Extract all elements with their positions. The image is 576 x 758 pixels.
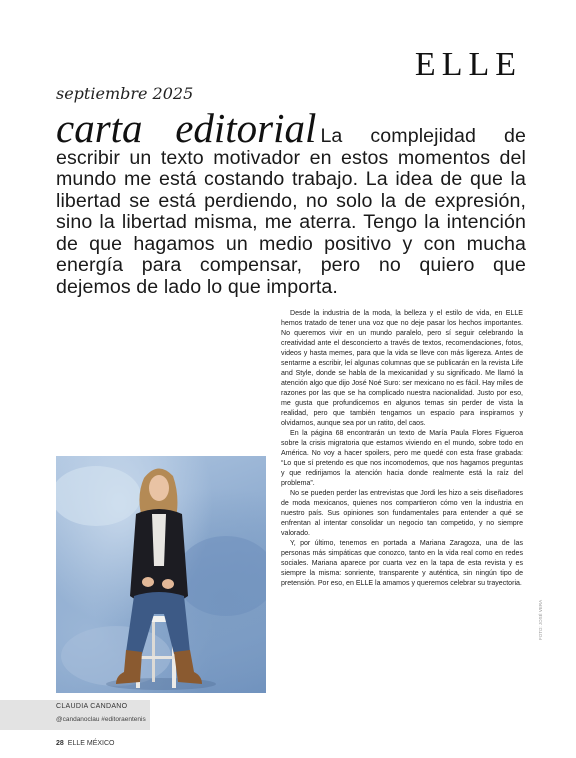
publication-name: ELLE MÉXICO — [67, 740, 115, 747]
page-number: 28 — [56, 740, 64, 747]
caption-social-handle: @candanoclau #editoraentenis — [56, 716, 146, 723]
photo-credit: FOTO: JOSÉ VERA — [538, 599, 543, 640]
page-folio — [56, 740, 114, 747]
portrait-illustration — [56, 456, 266, 693]
body-paragraph: En la página 68 encontrarán un texto de María Paula Flores Figueroa sobre la crisis migratoria que estamos viviendo en el mundo, sobre todo en América. No voy a hacer spoilers, pero me quedé con esta frase grabada: “Lo que sí pretendo es que nos incomodemos, que nos hagamos preguntas y que redirijamos la atención hacia donde realmente está la raíz del problema”. — [281, 429, 523, 487]
body-paragraph: Y, por último, tenemos en portada a Mariana Zaragoza, una de las personas más simpáticas que conozco, tanto en la vida real como en redes sociales. Mariana aparece por cuarta vez en la tapa de esta revista y es siempre la misma: sonriente, transparente y auténtica, sin ningún tipo de pretensión. Por eso, en ELLE la amamos y queremos celebrar su trayectoria. — [281, 539, 523, 587]
body-paragraph: Desde la industria de la moda, la belleza y el estilo de vida, en ELLE hemos tratado de tener una voz que no deje pasar los hechos importantes. No queremos vivir en un mundo paralelo, pero sí seguir celebrando la creatividad ante el desconcierto a través de textos, recomendaciones, fotos, videos y hasta memes, para que la vida se lleve con más ligereza. Antes de sentarme a escribir, leí algunas columnas que se publicarán en la revista Life and Style, donde se habla de la mexicanidad y su significado. Me llamó la atención algo que dijo José Noé Suro: ser mexicano no es fácil. Hay miles de razones por las que se ha complicado nuestra nacionalidad. Justo por eso, me gusta que profundicemos en algunos temas sin perder de vista la realidad, pero que también tengamos un espacio para inspirarnos y olvidarnos, aunque sea por un ratito, del caos. — [281, 310, 523, 427]
headline-intro: La complejidad de escribir un texto motivador en estos momentos del mundo me está costando trabajo. La idea de que la libertad se está perdiendo, no solo la de expresión, sino la libertad misma, me aterra. Tengo la intención de que hagamos un medio positivo y con mucha energía para compensar, pero no quiero que dejemos de lado lo que importa. — [56, 125, 526, 298]
elle-logo: ELLE — [414, 46, 522, 83]
section-title: carta editorial — [56, 105, 317, 151]
editor-portrait-photo — [56, 456, 266, 693]
caption-name: CLAUDIA CANDANO — [56, 703, 128, 710]
issue-date: septiembre 2025 — [56, 84, 194, 103]
editorial-body — [281, 309, 523, 589]
body-paragraph: No se pueden perder las entrevistas que Jordi les hizo a seis diseñadores de moda mexicanos, quienes nos compartieron cómo ven la industria en nuestro país. Sus opiniones son fundamentales para entender a qué se enfrentan al intentar consolidar un negocio tan competido, y no siempre valorado. — [281, 489, 523, 537]
editorial-headline — [56, 105, 526, 298]
